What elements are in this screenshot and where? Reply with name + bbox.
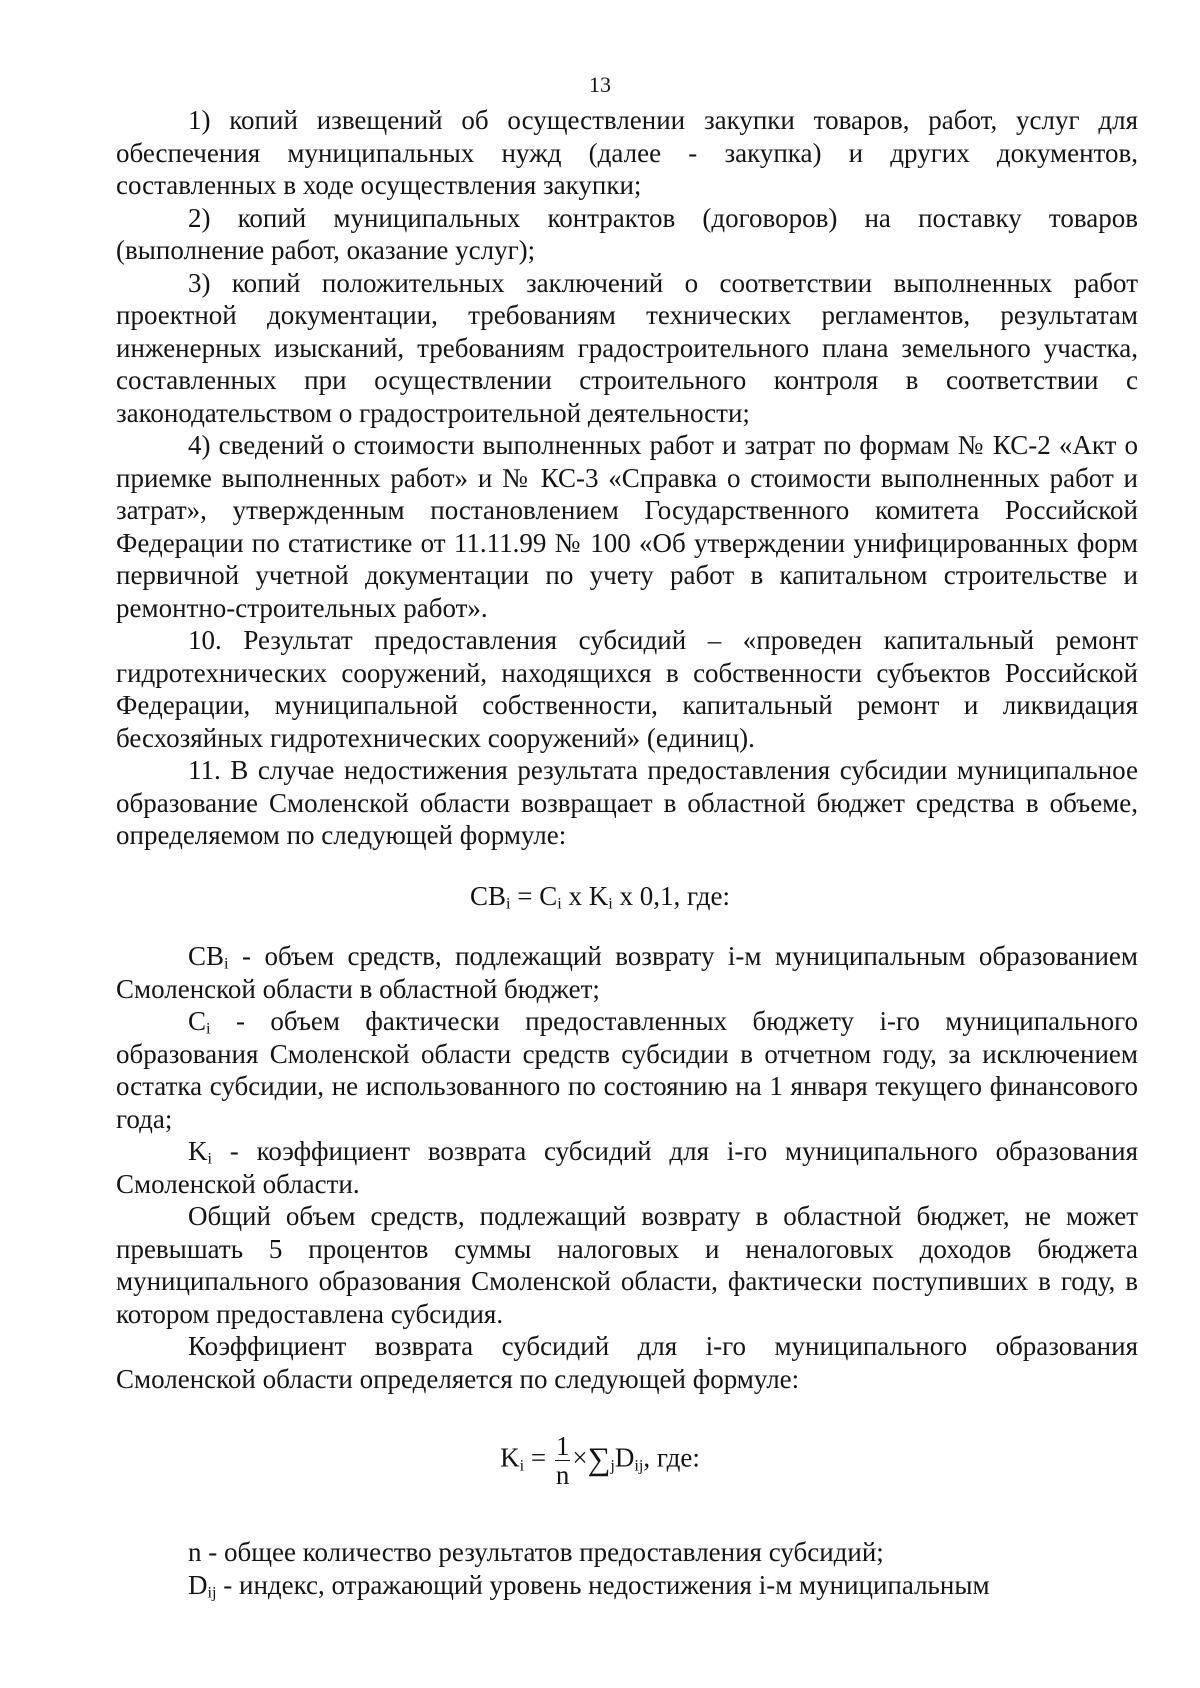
paragraph-11: 11. В случае недостижения результата предоставления субсидии муниципальное образование Смоленской области возвращает в областной бюджет средства в объеме, определяемом по следующей формуле: — [116, 755, 1138, 850]
def-cv-index: i — [224, 954, 229, 973]
definition-c — [116, 1005, 1138, 1135]
formula-1-definitions — [116, 940, 1138, 1395]
def-cv-text: - объем средств, подлежащий возврату i-м муниципальным образованием Смоленской области в областной бюджет; — [116, 941, 1138, 1004]
paragraph-coefficient: Коэффициент возврата субсидий для i-го муниципального образования Смоленской области определяется по следующей формуле: — [116, 1331, 1138, 1394]
formula-tail: x 0,1, где: — [612, 881, 730, 911]
formula-equals: = — [510, 881, 540, 911]
def-k-symbol: K — [188, 1136, 208, 1166]
formula2-sum-symbol: ∑ — [587, 1440, 611, 1477]
definition-cv — [116, 940, 1138, 1005]
def-c-index: i — [206, 1019, 211, 1038]
formula-k-index: i — [608, 894, 613, 913]
def-c-symbol: C — [188, 1006, 207, 1036]
paragraph-limit: Общий объем средств, подлежащий возврату в областной бюджет, не может превышать 5 процентов суммы налоговых и неналоговых доходов бюджета муниципального образования Смоленской области, фактически поступивших в году, в котором предоставлена субсидия. — [116, 1201, 1138, 1329]
formula2-d-symbol: D — [614, 1442, 635, 1473]
formula-multiply: x — [561, 881, 589, 911]
formula2-equals: = — [524, 1442, 553, 1473]
formula-c-index: i — [557, 894, 562, 913]
formula2-sum-index: j — [610, 1456, 615, 1475]
formula-cv-index: i — [506, 894, 511, 913]
def-d-symbol: D — [188, 1569, 208, 1600]
formula2-d-index: ij — [634, 1456, 644, 1475]
formula-2-definitions — [116, 1536, 1138, 1601]
formula-cv-symbol: CB — [470, 881, 507, 911]
formula2-tail: , где: — [643, 1442, 700, 1473]
formula-c-symbol: C — [539, 881, 558, 911]
formula2-k-index: i — [519, 1456, 525, 1475]
definition-k — [116, 1135, 1138, 1200]
return-amount-formula — [0, 880, 1200, 913]
formula-k-symbol: K — [588, 881, 609, 911]
main-text — [116, 104, 1138, 852]
formula2-times: × — [572, 1442, 588, 1473]
list-item-4: 4) сведений о стоимости выполненных работ и затрат по формам № КС-2 «Акт о приемке выполненных работ» и № КС-3 «Справка о стоимости выполненных работ и затрат», утвержденным постановлением Государственного комитета Российской Федерации по статистике от 11.11.99 № 100 «Об утверждении унифицированных форм первичной учетной документации по учету работ в капитальном строительстве и ремонтно-строительных работ». — [116, 430, 1138, 623]
page-number: 13 — [589, 72, 611, 97]
paragraph-10: 10. Результат предоставления субсидий – «проведен капитальный ремонт гидротехнических сооружений, находящихся в собственности субъектов Российской Федерации, муниципальной собственности, капитальный ремонт и ликвидация бесхозяйных гидротехнических сооружений» (единиц). — [116, 625, 1138, 753]
def-k-index: i — [207, 1149, 212, 1168]
formula2-fraction — [555, 1432, 571, 1489]
def-d-index: ij — [207, 1583, 217, 1602]
definition-d — [116, 1569, 1138, 1602]
list-item-2: 2) копий муниципальных контрактов (договоров) на поставку товаров (выполнение работ, оказание услуг); — [116, 202, 1138, 265]
definition-n: n - общее количество результатов предоставления субсидий; — [188, 1537, 884, 1567]
def-c-text: - объем фактически предоставленных бюджету i-го муниципального образования Смоленской области средств субсидии в отчетном году, за исключением остатка субсидии, не использованного по состоянию на 1 января текущего финансового года; — [116, 1006, 1138, 1134]
def-d-text: - индекс, отражающий уровень недостижения i-м муниципальным — [216, 1569, 990, 1600]
list-item-3: 3) копий положительных заключений о соответствии выполненных работ проектной документации, требованиям технических регламентов, результатам инженерных изысканий, требованиям градостроительного плана земельного участка, составленных при осуществлении строительного контроля в соответствии с законодательством о градостроительной деятельности; — [116, 267, 1138, 428]
coefficient-formula — [0, 1432, 1200, 1489]
list-item-1: 1) копий извещений об осуществлении закупки товаров, работ, услуг для обеспечения муниципальных нужд (далее - закупка) и других документов, составленных в ходе осуществления закупки; — [116, 105, 1138, 200]
def-cv-symbol: CB — [188, 941, 225, 971]
formula2-denominator: n — [555, 1460, 570, 1490]
def-k-text: - коэффициент возврата субсидий для i-го муниципального образования Смоленской области. — [116, 1136, 1138, 1199]
formula2-k-symbol: K — [500, 1442, 520, 1473]
formula2-numerator: 1 — [555, 1431, 570, 1461]
